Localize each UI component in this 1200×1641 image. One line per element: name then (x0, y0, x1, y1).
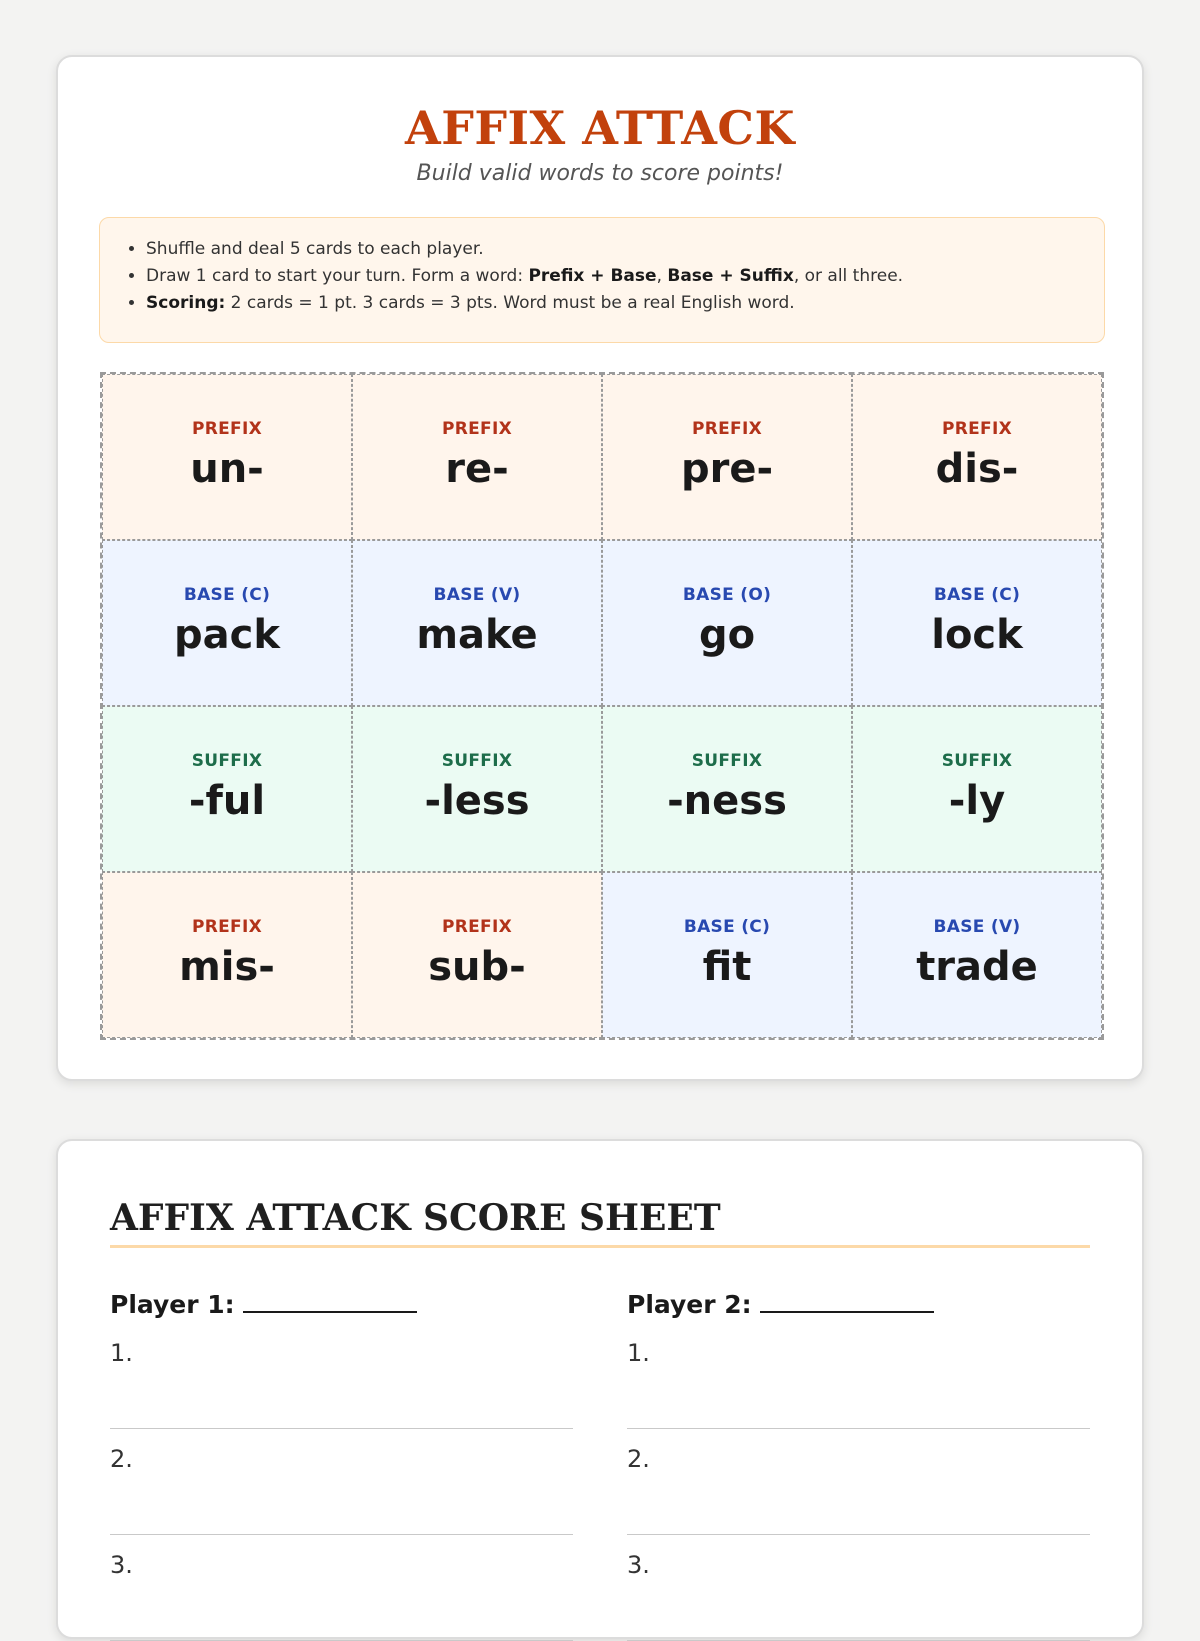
score-sheet-title: AFFIX ATTACK SCORE SHEET (110, 1197, 1090, 1248)
player-2-label (627, 1287, 1090, 1323)
score-entry-line (627, 1535, 1090, 1641)
score-entry-line (627, 1429, 1090, 1535)
card-type: BASE (C) (183, 585, 271, 605)
card-suffix (352, 706, 602, 872)
player-1-label (110, 1287, 573, 1323)
rule-item (146, 236, 1084, 263)
player-2-column (627, 1287, 1090, 1641)
card-type: SUFFIX (191, 751, 263, 771)
card-word: go (698, 612, 756, 658)
card-type: SUFFIX (941, 751, 1013, 771)
player-name-blank (760, 1291, 934, 1313)
card-word: -ful (188, 778, 266, 824)
score-entry-line (110, 1429, 573, 1535)
card-grid (100, 372, 1104, 1040)
card-word: un- (190, 446, 264, 492)
card-word: re- (445, 446, 509, 492)
card-type: PREFIX (691, 419, 762, 439)
card-word: make (416, 612, 538, 658)
card-type: PREFIX (441, 917, 512, 937)
rules-list (100, 236, 1084, 317)
card-type: BASE (V) (433, 585, 521, 605)
rule-emphasis: Prefix + Base (528, 266, 657, 286)
player-1-column (110, 1287, 573, 1641)
card-suffix (602, 706, 852, 872)
card-suffix (102, 706, 352, 872)
card-type: PREFIX (941, 419, 1012, 439)
card-word: fit (702, 944, 752, 990)
card-base (602, 540, 852, 706)
card-type: PREFIX (191, 419, 262, 439)
rule-emphasis: Base + Suffix (667, 266, 794, 286)
card-type: SUFFIX (691, 751, 763, 771)
card-base (852, 540, 1102, 706)
card-base (602, 872, 852, 1038)
card-type: BASE (V) (933, 917, 1021, 937)
card-base (102, 540, 352, 706)
rule-text: , (656, 266, 668, 286)
card-type: BASE (O) (682, 585, 772, 605)
card-word: dis- (935, 446, 1019, 492)
card-word: -less (424, 778, 530, 824)
card-type: PREFIX (441, 419, 512, 439)
game-subtitle: Build valid words to score points! (416, 161, 784, 186)
card-prefix (852, 374, 1102, 540)
card-word: -ness (667, 778, 787, 824)
card-word: lock (931, 612, 1023, 658)
rule-text: , or all three. (793, 266, 904, 286)
card-word: pack (174, 612, 280, 658)
rules-box (99, 217, 1105, 343)
game-card-sheet (56, 55, 1144, 1081)
player-name-blank (243, 1291, 417, 1313)
card-word: pre- (680, 446, 774, 492)
card-prefix (352, 872, 602, 1038)
entry-number: 1. (627, 1339, 650, 1367)
card-prefix (102, 374, 352, 540)
score-sheet (56, 1139, 1144, 1639)
entry-number: 3. (627, 1551, 650, 1579)
rule-item (146, 290, 1084, 317)
card-type: SUFFIX (441, 751, 513, 771)
card-type: BASE (C) (933, 585, 1021, 605)
score-entry-line (627, 1323, 1090, 1429)
card-suffix (852, 706, 1102, 872)
card-type: PREFIX (191, 917, 262, 937)
card-word: -ly (948, 778, 1006, 824)
rule-text: 2 cards = 1 pt. 3 cards = 3 pts. Word must be a real English word. (225, 293, 795, 313)
score-entry-line (110, 1323, 573, 1429)
card-type: BASE (C) (683, 917, 771, 937)
card-word: mis- (179, 944, 275, 990)
entry-number: 2. (110, 1445, 133, 1473)
rule-text: Draw 1 card to start your turn. Form a word: (146, 266, 529, 286)
card-base (352, 540, 602, 706)
game-title: AFFIX ATTACK (405, 101, 795, 155)
entry-number: 2. (627, 1445, 650, 1473)
card-word: sub- (428, 944, 526, 990)
score-entry-line (110, 1535, 573, 1641)
rule-item (146, 263, 1084, 290)
entry-number: 1. (110, 1339, 133, 1367)
rule-emphasis: Scoring: (146, 293, 226, 313)
rule-text: Shuffle and deal 5 cards to each player. (146, 239, 484, 259)
card-word: trade (916, 944, 1038, 990)
card-prefix (102, 872, 352, 1038)
card-prefix (602, 374, 852, 540)
card-base (852, 872, 1102, 1038)
player-label-text: Player 1: (110, 1290, 235, 1319)
player-label-text: Player 2: (627, 1290, 752, 1319)
entry-number: 3. (110, 1551, 133, 1579)
card-prefix (352, 374, 602, 540)
